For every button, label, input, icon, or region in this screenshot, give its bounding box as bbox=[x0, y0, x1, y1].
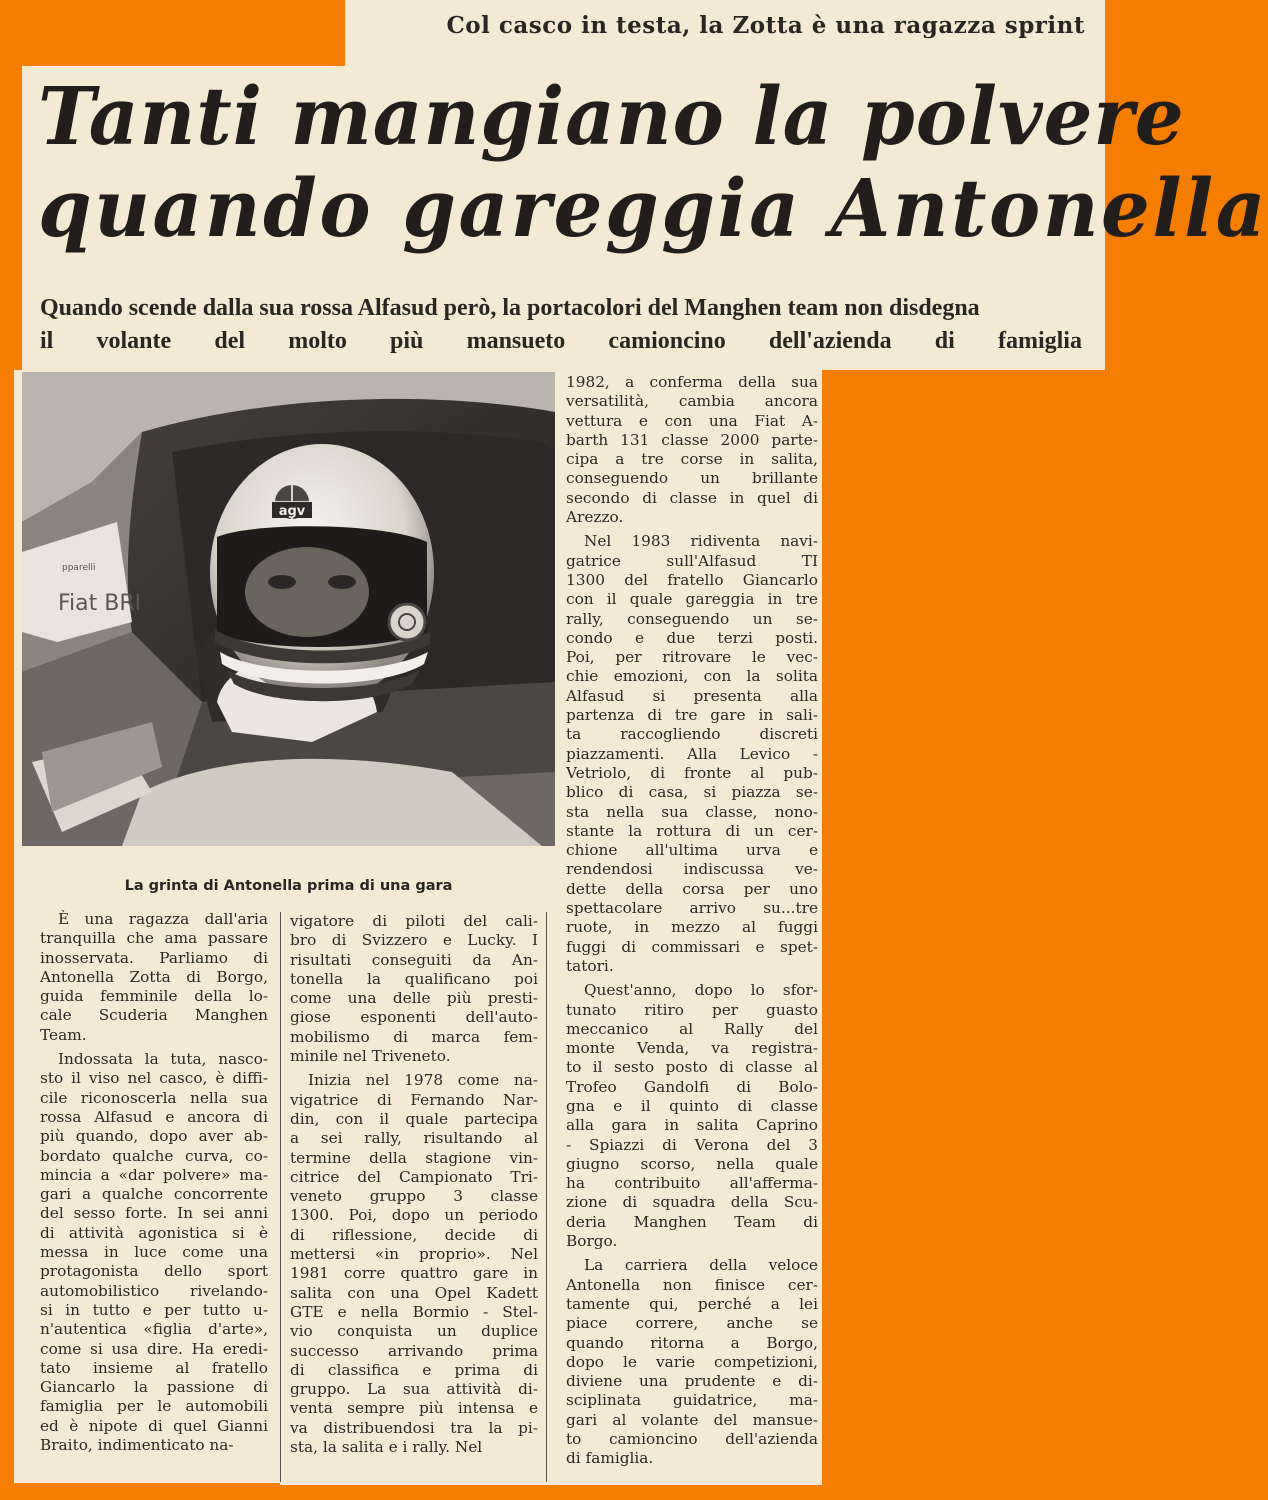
article-line: cale Scuderia Manghen bbox=[40, 1006, 268, 1025]
article-line: inosservata. Parliamo di bbox=[40, 948, 268, 967]
article-line: dopo le varie competizioni, bbox=[566, 1352, 818, 1371]
car-door-text: Fiat BRI bbox=[58, 591, 142, 616]
article-line: Alfasud si presenta alla bbox=[566, 686, 818, 705]
subhead-word: il bbox=[40, 328, 54, 354]
article-line: versatilità, cambia ancora bbox=[566, 392, 818, 411]
article-line: vigatrice di Fernando Nar- bbox=[290, 1090, 538, 1109]
article-paragraph bbox=[290, 1071, 538, 1457]
article-line: La carriera della veloce bbox=[584, 1256, 818, 1275]
article-line: tato insieme al fratello bbox=[40, 1358, 268, 1377]
article-line: meccanico al Rally del bbox=[566, 1019, 818, 1038]
article-paragraph bbox=[566, 981, 818, 1251]
article-line: spettacolare arrivo su...tre bbox=[566, 899, 818, 918]
subhead-word: famiglia bbox=[997, 328, 1082, 354]
article-line: venta sempre più intensa e bbox=[290, 1399, 538, 1418]
article-line: stante la rottura di un cer- bbox=[566, 821, 818, 840]
article-line: deria Manghen Team di bbox=[566, 1212, 818, 1231]
article-line: di riflessione, decide di bbox=[290, 1225, 538, 1244]
article-column-1 bbox=[40, 910, 268, 1460]
article-line: gatrice sull'Alfasud TI bbox=[566, 551, 818, 570]
article-line: blico di casa, si piazza se- bbox=[566, 783, 818, 802]
article-line: Braito, indimenticato na- bbox=[40, 1436, 234, 1455]
article-line: bro di Svizzero e Lucky. I bbox=[290, 931, 538, 950]
article-line: si in tutto e per tutto u- bbox=[40, 1300, 268, 1319]
article-line: giugno scorso, nella quale bbox=[566, 1154, 818, 1173]
article-line: cile riconoscerla nella sua bbox=[40, 1088, 268, 1107]
article-line: chione all'ultima urva e bbox=[566, 841, 818, 860]
article-line: ta raccogliendo discreti bbox=[566, 725, 818, 744]
article-line: come una delle più presti- bbox=[290, 989, 538, 1008]
subhead-word: più bbox=[390, 328, 424, 354]
article-line: rendendosi indiscussa ve- bbox=[566, 860, 818, 879]
headline-line-1: Tanti mangiano la polvere bbox=[38, 69, 1185, 163]
article-line: Antonella Zotta di Borgo, bbox=[40, 967, 268, 986]
article-line: 1300 del fratello Giancarlo bbox=[566, 570, 818, 589]
article-line: È una ragazza dall'aria bbox=[58, 910, 268, 928]
article-line: Borgo. bbox=[566, 1232, 618, 1251]
subhead-word: di bbox=[934, 328, 955, 354]
article-line: 1300. Poi, dopo un periodo bbox=[290, 1206, 538, 1225]
article-line: sto il viso nel casco, è diffi- bbox=[40, 1069, 268, 1088]
subhead-word: del bbox=[214, 328, 246, 354]
article-line: guida femminile della lo- bbox=[40, 987, 268, 1006]
photo-caption: La grinta di Antonella prima di una gara bbox=[124, 878, 453, 894]
article-line: conseguendo un brillante bbox=[566, 469, 818, 488]
article-line: gari al volante del mansue- bbox=[566, 1410, 818, 1429]
article-paragraph bbox=[566, 532, 818, 976]
subhead-word: camioncino bbox=[608, 328, 726, 354]
article-line: sta, la salita e i rally. Nel bbox=[290, 1438, 483, 1457]
article-line: mettersi «in proprio». Nel bbox=[290, 1245, 538, 1264]
article-line: 1981 corre quattro gare in bbox=[290, 1264, 538, 1283]
column-rule-2 bbox=[546, 912, 547, 1482]
article-line: partenza di tre gare in sali- bbox=[566, 706, 818, 725]
article-line: automobilistico rivelando- bbox=[40, 1281, 268, 1300]
column-rule-1 bbox=[280, 912, 281, 1482]
article-line: risultati conseguiti da An- bbox=[290, 950, 538, 969]
article-line: n'autentica «figlia d'arte», bbox=[40, 1320, 268, 1339]
subhead-word: volante bbox=[96, 328, 172, 354]
article-line: Quest'anno, dopo lo sfor- bbox=[584, 981, 818, 1000]
article-line: sciplinata guidatrice, ma- bbox=[566, 1391, 818, 1410]
article-line: piace correre, anche se bbox=[566, 1314, 818, 1333]
article-line: ha contribuito all'afferma- bbox=[566, 1174, 818, 1193]
article-line: fuggi di commissari e spet- bbox=[566, 937, 818, 956]
article-line: Trofeo Gandolfi di Bolo- bbox=[566, 1077, 818, 1096]
article-line: famiglia per le automobili bbox=[40, 1397, 268, 1416]
article-line: mobilismo di marca fem- bbox=[290, 1027, 538, 1046]
article-line: con il quale gareggia in tre bbox=[566, 590, 818, 609]
article-line: alla gara in salita Caprino bbox=[566, 1116, 818, 1135]
article-line: protagonista dello sport bbox=[40, 1262, 268, 1281]
article-line: tatori. bbox=[566, 956, 614, 975]
article-line: Giancarlo la passione di bbox=[40, 1378, 268, 1397]
article-line: 1982, a conferma della sua bbox=[566, 373, 818, 391]
article-line: rally, conseguendo un se- bbox=[566, 609, 818, 628]
article-line: Team. bbox=[40, 1025, 87, 1044]
photo-driver-in-car bbox=[22, 372, 555, 846]
article-line: condo e due terzi posti. bbox=[566, 628, 818, 647]
car-sticker-text: pparelli bbox=[62, 563, 96, 573]
article-line: Poi, per ritrovare le vec- bbox=[566, 648, 818, 667]
article-line: chie emozioni, con la solita bbox=[566, 667, 818, 686]
article-line: - Spiazzi di Verona del 3 bbox=[566, 1135, 818, 1154]
article-line: gari a qualche concorrente bbox=[40, 1185, 268, 1204]
article-line: Nel 1983 ridiventa navi- bbox=[584, 532, 818, 551]
article-line: cipa a tre corse in salita, bbox=[566, 450, 818, 469]
article-line: tonella la qualificano poi bbox=[290, 969, 538, 988]
article-line: vettura e con una Fiat A- bbox=[566, 411, 818, 430]
article-line: di attività agonistica si è bbox=[40, 1223, 268, 1242]
headline bbox=[38, 69, 1268, 255]
article-line: termine della stagione vin- bbox=[290, 1148, 538, 1167]
article-line: quando ritorna a Borgo, bbox=[566, 1333, 818, 1352]
article-line: vigatore di piloti del cali- bbox=[290, 912, 538, 930]
article-line: sta nella sua classe, nono- bbox=[566, 802, 818, 821]
subheadline bbox=[40, 292, 1082, 358]
article-paragraph bbox=[40, 1050, 268, 1455]
article-paragraph bbox=[566, 373, 818, 527]
article-line: to il sesto posto di classe al bbox=[566, 1058, 818, 1077]
article-paragraph bbox=[40, 910, 268, 1045]
article-line: gna e il quinto di classe bbox=[566, 1096, 818, 1115]
article-paragraph bbox=[290, 912, 538, 1066]
subhead-word: dell'azienda bbox=[768, 328, 892, 354]
article-line: secondo di classe in quel di bbox=[566, 488, 818, 507]
article-line: GTE e nella Bormio - Stel- bbox=[290, 1302, 538, 1321]
helmet-logo-text: agv bbox=[278, 504, 306, 519]
article-line: bordato qualche curva, co- bbox=[40, 1146, 268, 1165]
article-line: Arezzo. bbox=[566, 508, 624, 527]
article-line: veneto gruppo 3 classe bbox=[290, 1187, 538, 1206]
article-line: va distribuendosi tra la pi- bbox=[290, 1418, 538, 1437]
article-line: rossa Alfasud e ancora di bbox=[40, 1107, 268, 1126]
article-line: dette della corsa per uno bbox=[566, 879, 818, 898]
article-line: successo arrivando prima bbox=[290, 1341, 538, 1360]
subhead-word: molto bbox=[288, 328, 347, 354]
article-line: diviene una prudente e di- bbox=[566, 1372, 818, 1391]
article-line: a sei rally, risultando al bbox=[290, 1129, 538, 1148]
article-line: Inizia nel 1978 come na- bbox=[308, 1071, 538, 1090]
article-line: più quando, dopo aver ab- bbox=[40, 1127, 268, 1146]
headline-line-2: quando gareggia Antonella bbox=[38, 161, 1268, 255]
article-line: tranquilla che ama passare bbox=[40, 929, 268, 948]
kicker-line: Col casco in testa, la Zotta è una ragazza sprint bbox=[446, 12, 1085, 39]
article-line: piazzamenti. Alla Levico - bbox=[566, 744, 818, 763]
article-line: tamente qui, perché a lei bbox=[566, 1294, 818, 1313]
subhead-line-2 bbox=[40, 325, 1082, 358]
article-line: tunato ritiro per guasto bbox=[566, 1000, 818, 1019]
article-line: vio conquista un duplice bbox=[290, 1322, 538, 1341]
subhead-line-1: Quando scende dalla sua rossa Alfasud però, la portacolori del Manghen team non disdegna bbox=[40, 295, 980, 321]
article-line: barth 131 classe 2000 parte- bbox=[566, 430, 818, 449]
article-line: Antonella non finisce cer- bbox=[566, 1275, 818, 1294]
article-line: giose esponenti dell'auto- bbox=[290, 1008, 538, 1027]
article-line: Indossata la tuta, nasco- bbox=[58, 1050, 268, 1069]
article-line: Vetriolo, di fronte al pub- bbox=[566, 763, 818, 782]
article-line: citrice del Campionato Tri- bbox=[290, 1167, 538, 1186]
article-paragraph bbox=[566, 1256, 818, 1468]
article-line: din, con il quale partecipa bbox=[290, 1109, 538, 1128]
article-line: ed è nipote di quel Gianni bbox=[40, 1416, 268, 1435]
photo-illustration bbox=[22, 372, 555, 846]
article-line: salita con una Opel Kadett bbox=[290, 1283, 538, 1302]
article-line: di classifica e prima di bbox=[290, 1360, 538, 1379]
article-line: mincia a «dar polvere» ma- bbox=[40, 1165, 268, 1184]
article-line: to camioncino dell'azienda bbox=[566, 1430, 818, 1449]
article-line: di famiglia. bbox=[566, 1449, 654, 1468]
article-line: zione di squadra della Scu- bbox=[566, 1193, 818, 1212]
article-line: minile nel Triveneto. bbox=[290, 1047, 451, 1066]
article-line: ruote, in mezzo al fuggi bbox=[566, 918, 818, 937]
article-line: come si usa dire. Ha eredi- bbox=[40, 1339, 268, 1358]
article-column-3 bbox=[566, 373, 818, 1474]
article-line: monte Venda, va registra- bbox=[566, 1039, 818, 1058]
article-column-2 bbox=[290, 912, 538, 1462]
article-line: messa in luce come una bbox=[40, 1243, 268, 1262]
article-line: gruppo. La sua attività di- bbox=[290, 1380, 538, 1399]
subhead-word: mansueto bbox=[466, 328, 566, 354]
article-line: del sesso forte. In sei anni bbox=[40, 1204, 268, 1223]
